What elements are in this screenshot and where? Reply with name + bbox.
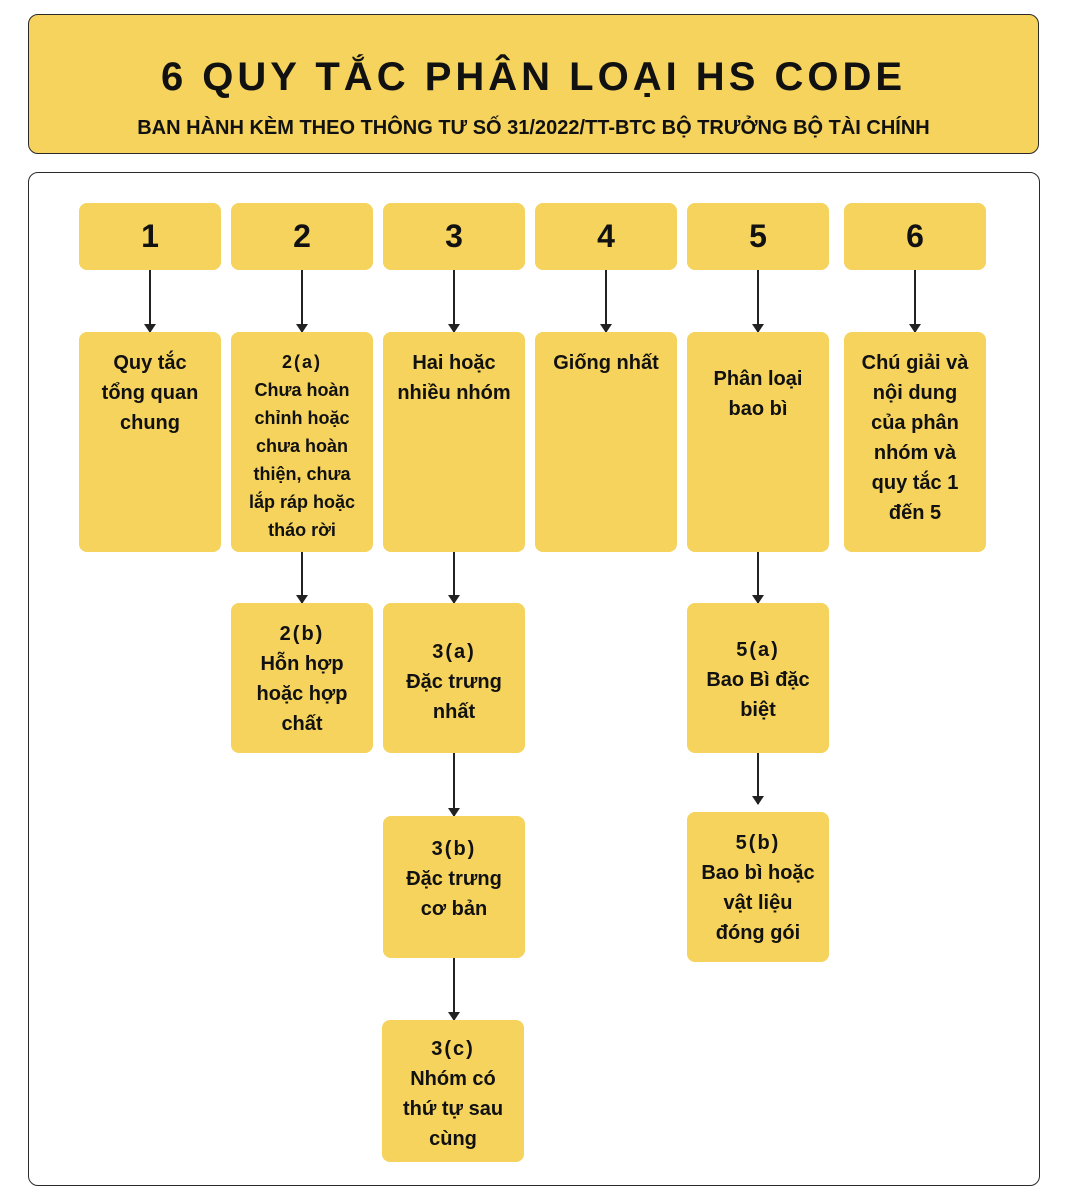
rule-5a-box (687, 603, 829, 753)
text-line: vật liệu (723, 892, 793, 914)
text-line: Nhóm có (410, 1068, 496, 1090)
arrow-connector (301, 552, 303, 603)
text-line: tổng quan (101, 382, 199, 404)
rule-code: 5(b) (735, 832, 781, 854)
text-line: hoặc hợp (256, 683, 348, 705)
text-line: Đặc trưng (406, 868, 502, 890)
text-line: thiện, chưa (253, 464, 351, 484)
rule-number: 2 (293, 218, 311, 254)
rule-number: 4 (597, 218, 615, 254)
rule-5-description-box (687, 332, 829, 552)
arrow-connector (453, 270, 455, 332)
arrow-connector (914, 270, 916, 332)
text-line: Bao bì hoặc (701, 862, 815, 884)
rule-3-number-box (383, 203, 525, 270)
text-line: Phân loại (713, 368, 803, 390)
rule-code: 2(b) (279, 623, 325, 645)
text-line: nhiều nhóm (397, 382, 511, 404)
text-line: cơ bản (420, 898, 488, 920)
rule-3b-box (383, 816, 525, 958)
rule-6-number-box (844, 203, 986, 270)
text-line: quy tắc 1 (871, 472, 959, 494)
rule-6-description-box (844, 332, 986, 552)
text-line: cùng (429, 1128, 477, 1150)
rule-code: 3(c) (431, 1038, 475, 1060)
rule-4-number-box (535, 203, 677, 270)
page-subtitle: BAN HÀNH KÈM THEO THÔNG TƯ SỐ 31/2022/TT-BTC BỘ TRƯỞNG BỘ TÀI CHÍNH (137, 117, 930, 139)
header-banner (28, 14, 1039, 154)
rule-code: 2(a) (281, 352, 322, 372)
text-line: Hai hoặc (412, 352, 496, 374)
text-line: thứ tự sau (402, 1098, 504, 1120)
rule-2-number-box (231, 203, 373, 270)
text-line: nội dung (872, 382, 958, 404)
text-line: chung (120, 412, 180, 434)
rule-3-description-box (383, 332, 525, 552)
rule-code: 3(a) (432, 641, 476, 663)
arrow-connector (453, 958, 455, 1020)
rule-code: 3(b) (431, 838, 477, 860)
rule-number: 5 (749, 218, 767, 254)
text-line: chất (281, 713, 323, 735)
text-line: Chưa hoàn (254, 380, 350, 400)
arrow-connector (453, 552, 455, 603)
text-line: nhất (432, 701, 476, 723)
arrow-connector (757, 270, 759, 332)
arrow-connector (605, 270, 607, 332)
text-line: Bao Bì đặc (706, 669, 810, 691)
text-line: Giống nhất (553, 352, 659, 374)
rule-3a-box (383, 603, 525, 753)
rule-5b-box (687, 812, 829, 962)
text-line: bao bì (728, 398, 788, 420)
rule-number: 6 (906, 218, 924, 254)
text-line: của phân (871, 412, 959, 434)
rule-2a-description-box (231, 332, 373, 552)
rule-3c-box (382, 1020, 524, 1162)
text-line: Chú giải và (861, 352, 969, 374)
rule-number: 1 (141, 218, 159, 254)
arrow-connector (757, 552, 759, 603)
rule-2b-box (231, 603, 373, 753)
text-line: chưa hoàn (255, 436, 349, 456)
text-line: chỉnh hoặc (254, 408, 350, 428)
rule-1-number-box (79, 203, 221, 270)
text-line: nhóm và (873, 442, 957, 464)
text-line: tháo rời (268, 520, 336, 540)
arrow-connector (149, 270, 151, 332)
rule-4-description-box (535, 332, 677, 552)
arrow-connector (453, 753, 455, 816)
text-line: biệt (740, 699, 776, 721)
text-line: Quy tắc (113, 352, 187, 374)
rule-number: 3 (445, 218, 463, 254)
text-line: đến 5 (888, 502, 942, 524)
text-line: Hỗn hợp (260, 653, 344, 675)
rule-5-number-box (687, 203, 829, 270)
arrow-connector (301, 270, 303, 332)
rule-code: 5(a) (736, 639, 780, 661)
diagram-panel (28, 172, 1040, 1186)
page-title: 6 QUY TẮC PHÂN LOẠI HS CODE (160, 55, 907, 99)
text-line: Đặc trưng (406, 671, 502, 693)
text-line: đóng gói (715, 922, 801, 944)
rule-1-description-box (79, 332, 221, 552)
arrow-connector (757, 753, 759, 804)
text-line: lắp ráp hoặc (248, 492, 356, 512)
